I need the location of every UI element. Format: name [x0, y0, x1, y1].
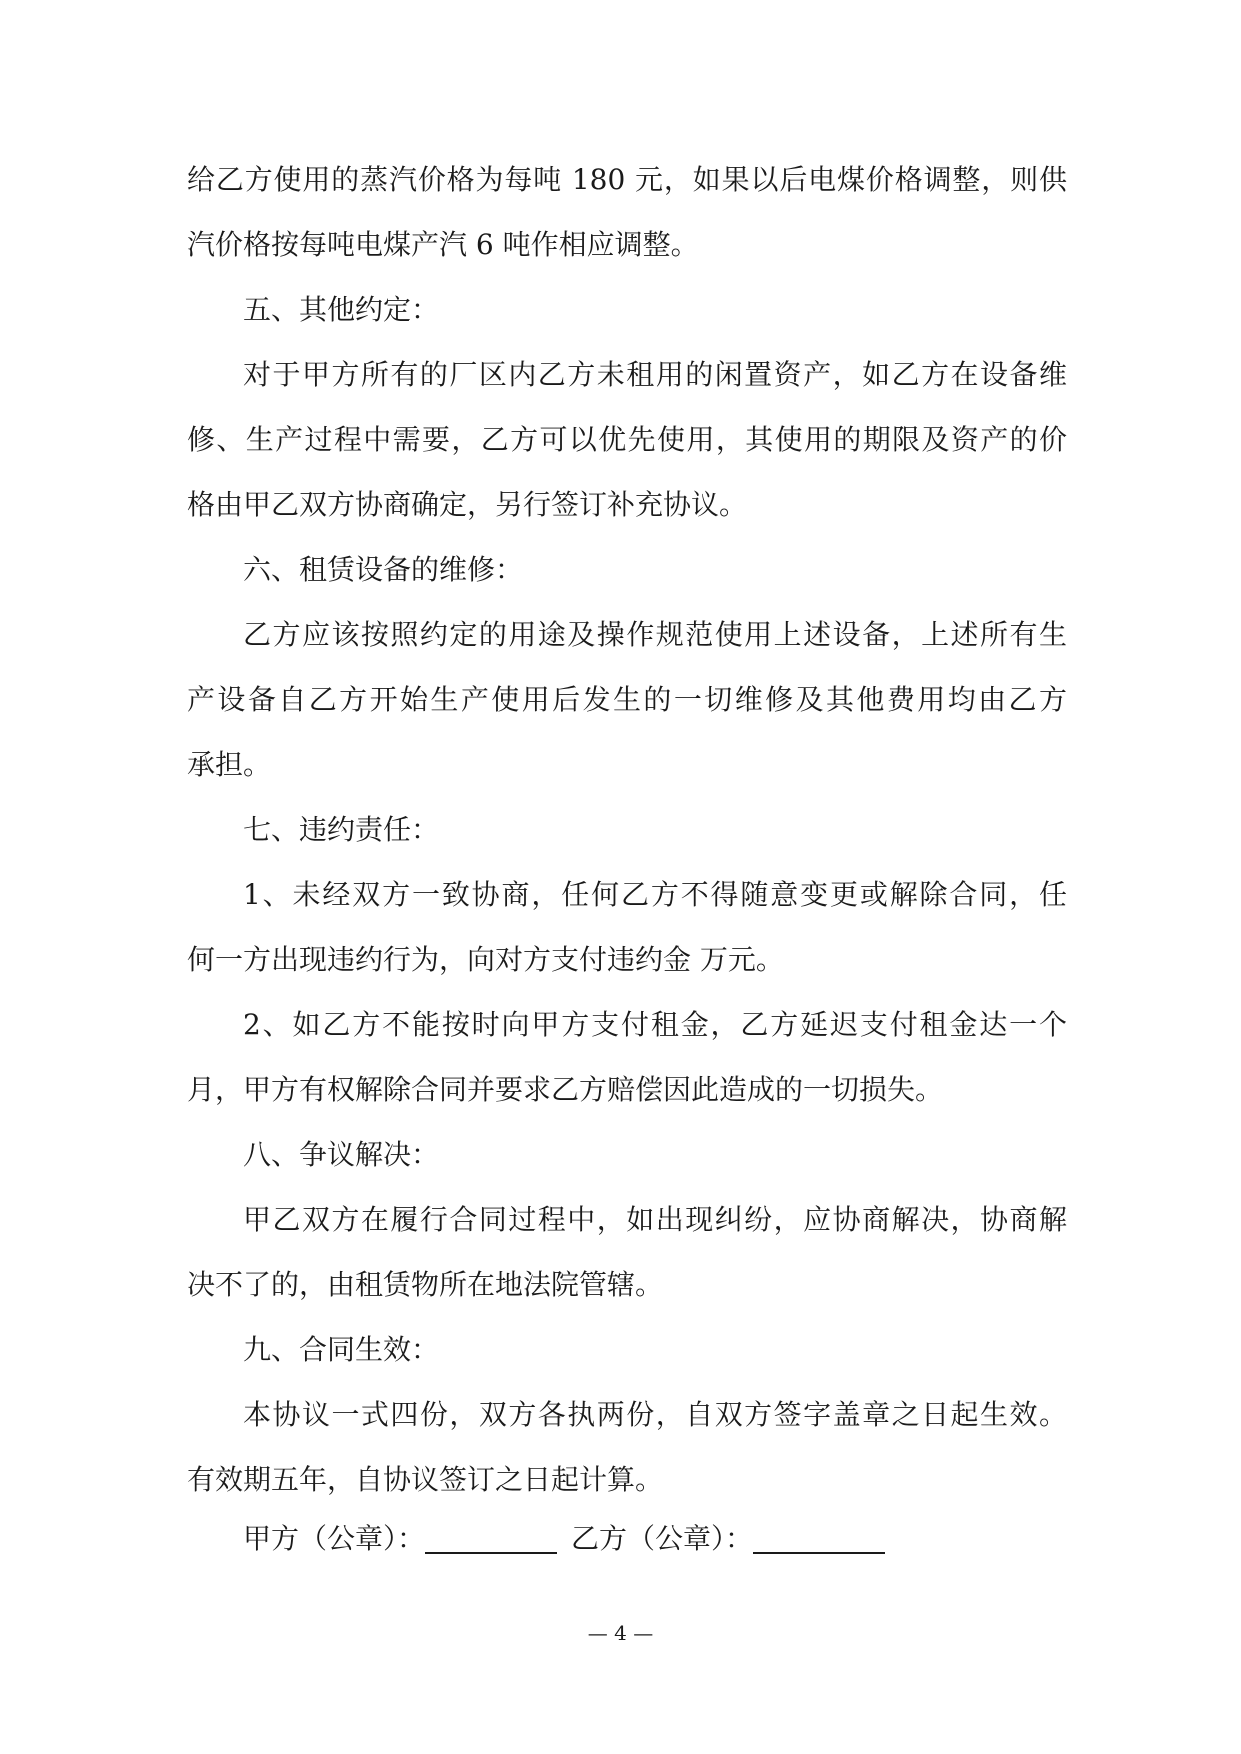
paragraph-line: 1、未经双方一致协商，任何乙方不得随意变更或解除合同，任	[243, 878, 1067, 911]
section-heading: 六、租赁设备的维修：	[243, 553, 524, 586]
paragraph-line: 对于甲方所有的厂区内乙方未租用的闲置资产，如乙方在设备维	[243, 358, 1067, 391]
paragraph-line: 决不了的，由租赁物所在地法院管辖。	[187, 1268, 664, 1301]
paragraph-line: 产设备自乙方开始生产使用后发生的一切维修及其他费用均由乙方	[187, 683, 1067, 716]
section-heading: 五、其他约定：	[243, 293, 440, 326]
paragraph-line: 何一方出现违约行为，向对方支付违约金 万元。	[187, 943, 784, 976]
section-heading: 九、合同生效：	[243, 1333, 440, 1366]
party-a-seal-blank	[425, 1522, 557, 1554]
paragraph-line: 格由甲乙双方协商确定，另行签订补充协议。	[187, 488, 748, 521]
paragraph-line: 月，甲方有权解除合同并要求乙方赔偿因此造成的一切损失。	[187, 1073, 944, 1106]
party-b-seal-label: 乙方（公章）：	[571, 1522, 754, 1555]
page-number: — 4 —	[587, 1621, 654, 1645]
party-b-seal-blank	[753, 1522, 885, 1554]
paragraph-line: 本协议一式四份，双方各执两份，自双方签字盖章之日起生效。	[243, 1398, 1067, 1431]
paragraph-line: 甲乙双方在履行合同过程中，如出现纠纷，应协商解决，协商解	[243, 1203, 1067, 1236]
paragraph-line: 有效期五年，自协议签订之日起计算。	[187, 1463, 664, 1496]
paragraph-line: 给乙方使用的蒸汽价格为每吨 180 元，如果以后电煤价格调整，则供	[187, 163, 1067, 196]
paragraph-line: 2、如乙方不能按时向甲方支付租金，乙方延迟支付租金达一个	[243, 1008, 1067, 1041]
signature-line	[243, 1517, 899, 1561]
party-a-seal-label: 甲方（公章）：	[243, 1522, 426, 1555]
paragraph-line: 修、生产过程中需要，乙方可以优先使用，其使用的期限及资产的价	[187, 423, 1067, 456]
section-heading: 七、违约责任：	[243, 813, 440, 846]
paragraph-line: 汽价格按每吨电煤产汽 6 吨作相应调整。	[187, 228, 699, 261]
section-heading: 八、争议解决：	[243, 1138, 440, 1171]
paragraph-line: 承担。	[187, 748, 272, 781]
paragraph-line: 乙方应该按照约定的用途及操作规范使用上述设备，上述所有生	[243, 618, 1067, 651]
